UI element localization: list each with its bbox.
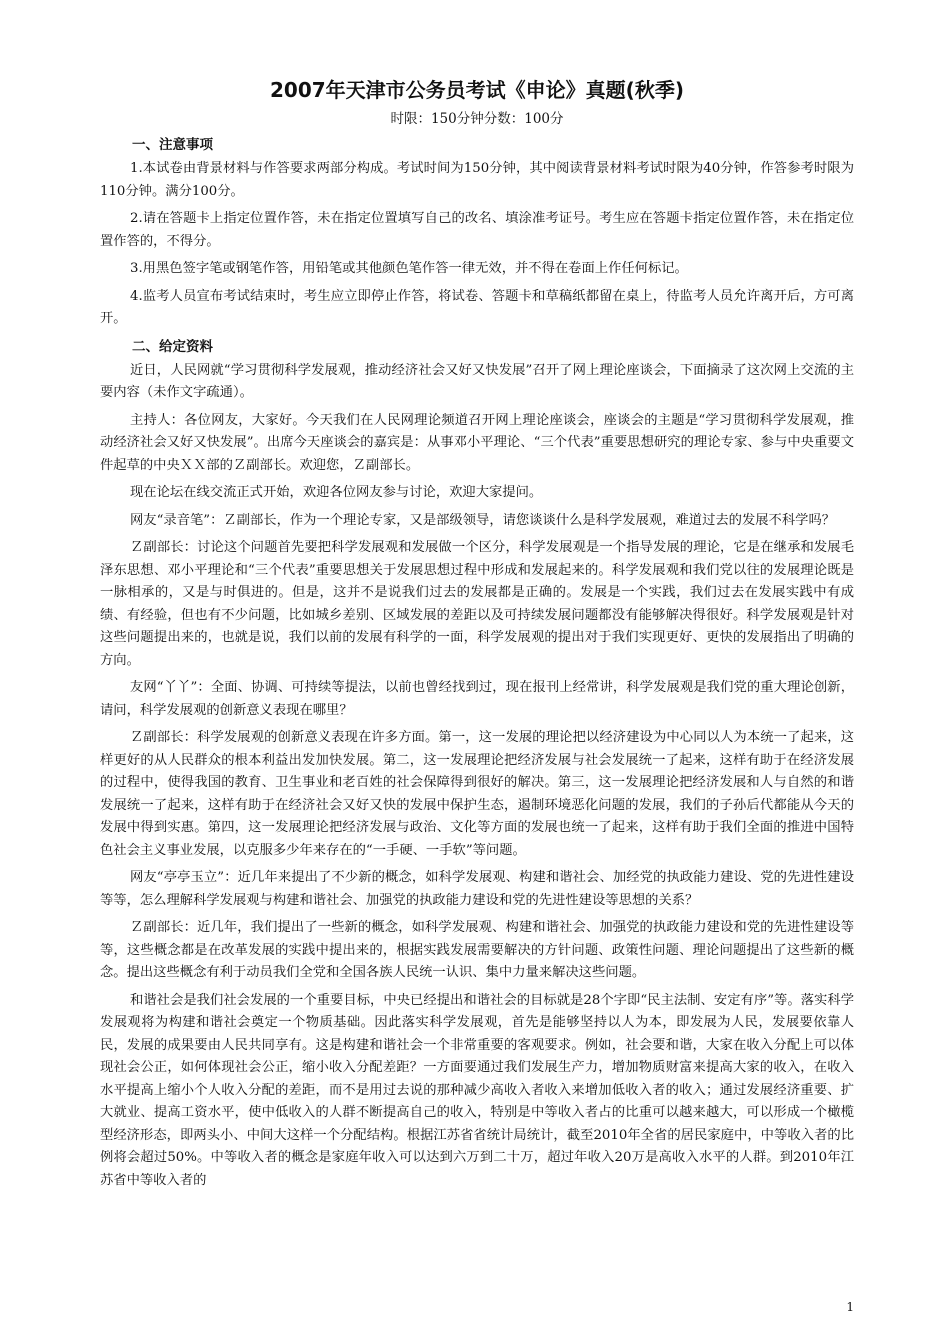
note-item: 1.本试卷由背景材料与作答要求两部分构成。考试时间为150分钟，其中阅读背景材料考试时限为40分钟，作答参考时限为110分钟。满分100分。 — [100, 161, 854, 199]
material-paragraph: 网友“录音笔”：Ｚ副部长，作为一个理论专家，又是部级领导，请您谈谈什么是科学发展观，难道过去的发展不科学吗？ — [130, 512, 836, 528]
material-paragraph: Ｚ副部长：科学发展观的创新意义表现在许多方面。第一，这一发展的理论把以经济建设为中心同以人为本统一了起来，这样更好的从人民群众的根本利益出发加快发展。第二，这一发展理论把经济发展与社会发展统一了起来，这样有助于在经济发展的过程中，使得我国的教育、卫生事业和老百姓的社会保障得到很好的解决。第三，这一发展理论把经济发展和人与自然的和谐发展统一了起来，这样有助于在经济社会又好又快的发展中保护生态，遏制环境恶化问题的发展，我们的子孙后代都能从今天的发展中得到实惠。第四，这一发展理论把经济发展与政治、文化等方面的发展也统一了起来，这样有助于我们全面的推进中国特色社会主义事业发展，以克服多少年来存在的“一手硬、一手软”等问题。 — [100, 730, 854, 858]
note-item: 4.监考人员宣布考试结束时，考生应立即停止作答，将试卷、答题卡和草稿纸都留在桌上，待监考人员允许离开后，方可离开。 — [100, 288, 854, 326]
material-paragraph: 近日，人民网就“学习贯彻科学发展观，推动经济社会又好又快发展”召开了网上理论座谈会，下面摘录了这次网上交流的主要内容（未作文字疏通）。 — [100, 362, 854, 400]
page-number: 1 — [846, 1300, 854, 1314]
material-paragraph: Ｚ副部长：讨论这个问题首先要把科学发展观和发展做一个区分，科学发展观是一个指导发展的理论，它是在继承和发展毛泽东思想、邓小平理论和“三个代表”重要思想关于发展思想过程中形成和发展起来的。科学发展观和我们党以往的发展理论既是一脉相承的，又是与时俱进的。但是，这并不是说我们过去的发展都是正确的。发展是一个实践，我们过去在发展实践中有成绩、有经验，但也有不少问题，比如城乡差别、区域发展的差距以及可持续发展问题都没有能够解决得很好。科学发展观是针对这些问题提出来的，也就是说，我们以前的发展有科学的一面，科学发展观的提出对于我们实现更好、更快的发展指出了明确的方向。 — [100, 540, 854, 668]
material-paragraph: 现在论坛在线交流正式开始，欢迎各位网友参与讨论，欢迎大家提问。 — [130, 485, 543, 500]
page-title: 2007年天津市公务员考试《申论》真题(秋季) — [270, 78, 684, 102]
note-item: 3.用黑色签字笔或钢笔作答，用铅笔或其他颜色笔作答一律无效，并不得在卷面上作任何标记。 — [130, 261, 688, 276]
material-paragraph: 友网“丫丫”：全面、协调、可持续等提法，以前也曾经找到过，现在报刊上经常讲，科学发展观是我们党的重大理论创新，请问，科学发展观的创新意义表现在哪里？ — [100, 680, 854, 718]
material-paragraph: 主持人：各位网友，大家好。今天我们在人民网理论频道召开网上理论座谈会，座谈会的主题是“学习贯彻科学发展观，推动经济社会又好又快发展”。出席今天座谈会的嘉宾是：从事邓小平理论、“三个代表”重要思想研究的理论专家、参与中央重要文件起草的中央ＸＸ部的Ｚ副部长。欢迎您，Ｚ副部长。 — [100, 412, 854, 473]
material-paragraph: 网友“亭亭玉立”：近几年来提出了不少新的概念，如科学发展观、构建和谐社会、加经党的执政能力建设、党的先进性建设等等，怎么理解科学发展观与构建和谐社会、加强党的执政能力建设和党的先进性建设等思想的关系？ — [100, 870, 854, 908]
material-paragraph: 和谐社会是我们社会发展的一个重要目标，中央已经提出和谐社会的目标就是28个字即“民主法制、安定有序”等。落实科学发展观将为构建和谐社会奠定一个物质基础。因此落实科学发展观，首先是能够坚持以人为本，即发展为人民，发展要依靠人民，发展的成果要由人民共同享有。这是构建和谐社会一个非常重要的客观要求。例如，社会要和谐，大家在收入分配上可以体现社会公正，如何体现社会公正，缩小收入分配差距？一方面要通过我们发展生产力，增加物质财富来提高大家的收入，在收入水平提高上缩小个人收入分配的差距，而不是用过去说的那种减少高收入者收入来增加低收入者的收入；通过发展经济重要、扩大就业、提高工资水平，使中低收入的人群不断提高自己的收入，特别是中等收入者占的比重可以越来越大，可以形成一个橄榄型经济形态，即两头小、中间大这样一个分配结构。根据江苏省省统计局统计，截至2010年全省的居民家庭中，中等收入者的比例将会超过50%。中等收入者的概念是家庭年收入可以达到六万到二十万，超过年收入20万是高收入水平的人群。到2010年江苏省中等收入者的 — [100, 992, 854, 1188]
section-heading-materials: 二、给定资料 — [132, 338, 213, 355]
section-heading-notes: 一、注意事项 — [132, 137, 213, 153]
note-item: 2.请在答题卡上指定位置作答，未在指定位置填写自己的改名、填涂准考证号。考生应在答题卡指定位置作答，未在指定位置作答的，不得分。 — [100, 211, 854, 249]
material-paragraph: Ｚ副部长：近几年，我们提出了一些新的概念，如科学发展观、构建和谐社会、加强党的执政能力建设和党的先进性建设等等，这些概念都是在改革发展的实践中提出来的，根据实践发展需要解决的方针问题、政策性问题、理论问题提出了这些新的概念。提出这些概念有利于动员我们全党和全国各族人民统一认识、集中力量来解决这些问题。 — [100, 920, 854, 980]
exam-time-info: 时限：150分钟分数：100分 — [390, 111, 564, 127]
